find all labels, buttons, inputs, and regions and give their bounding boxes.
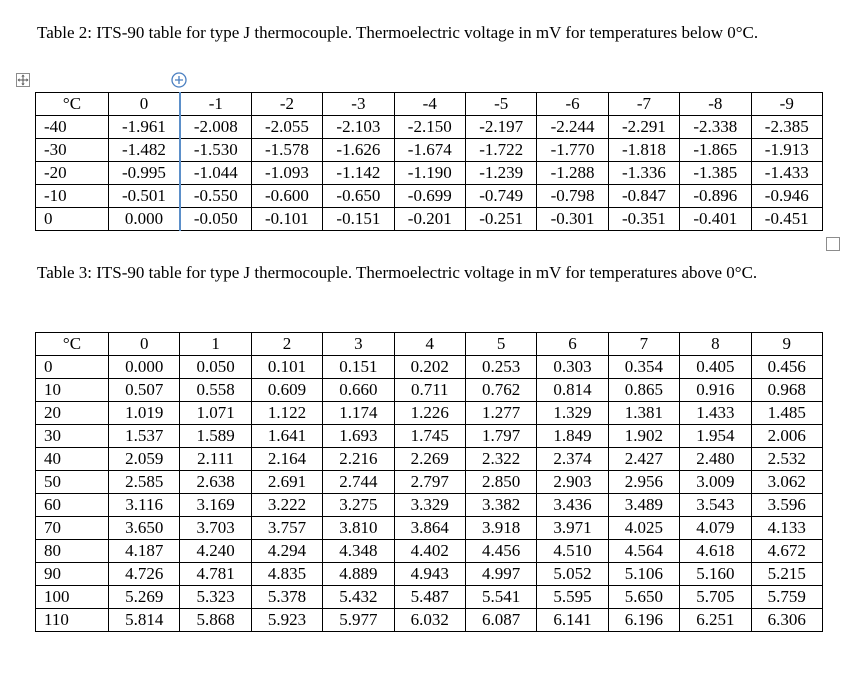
voltage-cell: 5.650 [608, 586, 679, 609]
voltage-cell: 3.596 [751, 494, 822, 517]
voltage-cell: 3.275 [323, 494, 394, 517]
voltage-cell: 5.215 [751, 563, 822, 586]
voltage-cell: 5.595 [537, 586, 608, 609]
voltage-cell: -1.239 [465, 162, 536, 185]
voltage-cell: 1.537 [109, 425, 180, 448]
voltage-cell: 2.269 [394, 448, 465, 471]
voltage-cell: -0.251 [465, 208, 536, 231]
row-temperature-cell: -10 [36, 185, 109, 208]
voltage-cell: -1.093 [251, 162, 322, 185]
table-row [36, 402, 823, 425]
voltage-cell: -1.913 [751, 139, 822, 162]
voltage-cell: -0.201 [394, 208, 465, 231]
voltage-cell: 4.079 [680, 517, 751, 540]
voltage-cell: 1.226 [394, 402, 465, 425]
voltage-cell: -1.770 [537, 139, 608, 162]
table-row [36, 116, 823, 139]
header-cell: 0 [109, 333, 180, 356]
row-temperature-cell: 70 [36, 517, 109, 540]
voltage-cell: 3.382 [465, 494, 536, 517]
voltage-cell: 2.374 [537, 448, 608, 471]
voltage-cell: 3.116 [109, 494, 180, 517]
table-row [36, 379, 823, 402]
voltage-cell: 2.691 [251, 471, 322, 494]
header-cell: -7 [608, 93, 679, 116]
voltage-cell: 0.865 [608, 379, 679, 402]
voltage-cell: 4.618 [680, 540, 751, 563]
voltage-cell: 3.329 [394, 494, 465, 517]
voltage-cell: 1.381 [608, 402, 679, 425]
header-cell: 5 [465, 333, 536, 356]
voltage-cell: 6.141 [537, 609, 608, 632]
voltage-cell: 4.133 [751, 517, 822, 540]
voltage-cell: -2.103 [323, 116, 394, 139]
table-3-above-zero [35, 332, 823, 632]
row-temperature-cell: 10 [36, 379, 109, 402]
voltage-cell: 3.436 [537, 494, 608, 517]
voltage-cell: -2.338 [680, 116, 751, 139]
voltage-cell: 4.564 [608, 540, 679, 563]
voltage-cell: -2.291 [608, 116, 679, 139]
header-cell: 8 [680, 333, 751, 356]
voltage-cell: -1.142 [323, 162, 394, 185]
table-row [36, 162, 823, 185]
voltage-cell: 0.762 [465, 379, 536, 402]
voltage-cell: 1.954 [680, 425, 751, 448]
voltage-cell: 2.480 [680, 448, 751, 471]
voltage-cell: 2.956 [608, 471, 679, 494]
voltage-cell: -0.151 [323, 208, 394, 231]
voltage-cell: 2.585 [109, 471, 180, 494]
row-temperature-cell: 40 [36, 448, 109, 471]
voltage-cell: -0.946 [751, 185, 822, 208]
voltage-cell: 4.943 [394, 563, 465, 586]
header-cell: -1 [180, 93, 251, 116]
voltage-cell: 1.329 [537, 402, 608, 425]
table-row [36, 586, 823, 609]
voltage-cell: 1.849 [537, 425, 608, 448]
voltage-cell: -2.150 [394, 116, 465, 139]
table-2-caption: Table 2: ITS-90 table for type J thermocouple. Thermoelectric voltage in mV for temperatures below 0°C. [37, 23, 759, 42]
voltage-cell: 3.222 [251, 494, 322, 517]
row-temperature-cell: 90 [36, 563, 109, 586]
voltage-cell: 0.151 [323, 356, 394, 379]
voltage-cell: 1.174 [323, 402, 394, 425]
voltage-cell: 6.306 [751, 609, 822, 632]
table-row [36, 356, 823, 379]
voltage-cell: 2.006 [751, 425, 822, 448]
voltage-cell: -0.995 [109, 162, 180, 185]
voltage-cell: -1.865 [680, 139, 751, 162]
voltage-cell: 5.923 [251, 609, 322, 632]
header-cell: 2 [251, 333, 322, 356]
voltage-cell: 4.672 [751, 540, 822, 563]
voltage-cell: 2.850 [465, 471, 536, 494]
voltage-cell: 2.164 [251, 448, 322, 471]
voltage-cell: 2.744 [323, 471, 394, 494]
voltage-cell: 5.052 [537, 563, 608, 586]
voltage-cell: 1.589 [180, 425, 251, 448]
voltage-cell: 6.196 [608, 609, 679, 632]
voltage-cell: 2.797 [394, 471, 465, 494]
header-cell: 0 [109, 93, 180, 116]
voltage-cell: 0.000 [109, 356, 180, 379]
voltage-cell: 4.187 [109, 540, 180, 563]
voltage-cell: 1.641 [251, 425, 322, 448]
voltage-cell: -0.600 [251, 185, 322, 208]
voltage-cell: 1.693 [323, 425, 394, 448]
table-row [36, 185, 823, 208]
voltage-cell: 3.971 [537, 517, 608, 540]
voltage-cell: 5.487 [394, 586, 465, 609]
voltage-cell: 5.977 [323, 609, 394, 632]
voltage-cell: -0.501 [109, 185, 180, 208]
voltage-cell: -1.674 [394, 139, 465, 162]
table-move-icon[interactable] [16, 73, 30, 87]
voltage-cell: 4.240 [180, 540, 251, 563]
voltage-cell: -1.961 [109, 116, 180, 139]
row-temperature-cell: -20 [36, 162, 109, 185]
voltage-cell: 3.489 [608, 494, 679, 517]
table-row [36, 563, 823, 586]
voltage-cell: -0.699 [394, 185, 465, 208]
voltage-cell: 0.660 [323, 379, 394, 402]
header-cell: 9 [751, 333, 822, 356]
voltage-cell: -2.244 [537, 116, 608, 139]
row-temperature-cell: 50 [36, 471, 109, 494]
row-temperature-cell: 100 [36, 586, 109, 609]
voltage-cell: -1.578 [251, 139, 322, 162]
voltage-cell: 5.705 [680, 586, 751, 609]
header-cell: -9 [751, 93, 822, 116]
row-temperature-cell: 60 [36, 494, 109, 517]
voltage-cell: 1.797 [465, 425, 536, 448]
header-cell: 1 [180, 333, 251, 356]
voltage-cell: 0.711 [394, 379, 465, 402]
voltage-cell: -1.482 [109, 139, 180, 162]
voltage-cell: -0.550 [180, 185, 251, 208]
voltage-cell: 4.025 [608, 517, 679, 540]
row-temperature-cell: 0 [36, 356, 109, 379]
header-cell: -3 [323, 93, 394, 116]
voltage-cell: 3.918 [465, 517, 536, 540]
table-2-below-zero [35, 92, 823, 231]
voltage-cell: 2.322 [465, 448, 536, 471]
table-header-row [36, 333, 823, 356]
voltage-cell: -0.101 [251, 208, 322, 231]
voltage-cell: 5.269 [109, 586, 180, 609]
voltage-cell: 4.726 [109, 563, 180, 586]
voltage-cell: 4.510 [537, 540, 608, 563]
voltage-cell: -2.008 [180, 116, 251, 139]
voltage-cell: 3.062 [751, 471, 822, 494]
voltage-cell: 1.122 [251, 402, 322, 425]
voltage-cell: -0.847 [608, 185, 679, 208]
voltage-cell: 1.745 [394, 425, 465, 448]
voltage-cell: 2.903 [537, 471, 608, 494]
voltage-cell: -1.385 [680, 162, 751, 185]
insert-column-plus-icon[interactable] [171, 72, 187, 88]
row-temperature-cell: 30 [36, 425, 109, 448]
table-row [36, 208, 823, 231]
voltage-cell: -0.650 [323, 185, 394, 208]
voltage-cell: 0.456 [751, 356, 822, 379]
table-3-caption: Table 3: ITS-90 table for type J thermocouple. Thermoelectric voltage in mV for temperatures above 0°C. [37, 263, 758, 282]
voltage-cell: 0.916 [680, 379, 751, 402]
voltage-cell: 1.277 [465, 402, 536, 425]
voltage-cell: -1.626 [323, 139, 394, 162]
header-unit-cell: °C [36, 93, 109, 116]
voltage-cell: -0.301 [537, 208, 608, 231]
voltage-cell: 4.348 [323, 540, 394, 563]
header-cell: 6 [537, 333, 608, 356]
voltage-cell: 6.251 [680, 609, 751, 632]
row-temperature-cell: -40 [36, 116, 109, 139]
row-temperature-cell: 80 [36, 540, 109, 563]
voltage-cell: 2.216 [323, 448, 394, 471]
voltage-cell: 3.543 [680, 494, 751, 517]
voltage-cell: 0.101 [251, 356, 322, 379]
header-cell: 3 [323, 333, 394, 356]
voltage-cell: 0.507 [109, 379, 180, 402]
table-row [36, 448, 823, 471]
table-row [36, 471, 823, 494]
voltage-cell: 5.378 [251, 586, 322, 609]
voltage-cell: -2.197 [465, 116, 536, 139]
header-cell: 7 [608, 333, 679, 356]
voltage-cell: 0.253 [465, 356, 536, 379]
voltage-cell: 3.757 [251, 517, 322, 540]
table-row [36, 517, 823, 540]
header-cell: -6 [537, 93, 608, 116]
voltage-cell: 1.433 [680, 402, 751, 425]
voltage-cell: -0.351 [608, 208, 679, 231]
voltage-cell: 3.703 [180, 517, 251, 540]
voltage-cell: 0.968 [751, 379, 822, 402]
voltage-cell: 5.106 [608, 563, 679, 586]
voltage-cell: 5.432 [323, 586, 394, 609]
header-cell: -4 [394, 93, 465, 116]
voltage-cell: 4.402 [394, 540, 465, 563]
voltage-cell: 4.889 [323, 563, 394, 586]
table-resize-handle[interactable] [826, 237, 840, 251]
voltage-cell: 0.202 [394, 356, 465, 379]
voltage-cell: 4.781 [180, 563, 251, 586]
voltage-cell: 0.405 [680, 356, 751, 379]
voltage-cell: -0.050 [180, 208, 251, 231]
voltage-cell: 2.638 [180, 471, 251, 494]
voltage-cell: 3.650 [109, 517, 180, 540]
voltage-cell: -1.818 [608, 139, 679, 162]
header-cell: -5 [465, 93, 536, 116]
voltage-cell: -1.433 [751, 162, 822, 185]
voltage-cell: 4.835 [251, 563, 322, 586]
table-row [36, 609, 823, 632]
row-temperature-cell: 0 [36, 208, 109, 231]
row-temperature-cell: -30 [36, 139, 109, 162]
row-temperature-cell: 20 [36, 402, 109, 425]
voltage-cell: 3.009 [680, 471, 751, 494]
voltage-cell: 2.059 [109, 448, 180, 471]
voltage-cell: -1.530 [180, 139, 251, 162]
voltage-cell: -1.336 [608, 162, 679, 185]
voltage-cell: 0.814 [537, 379, 608, 402]
voltage-cell: 4.294 [251, 540, 322, 563]
voltage-cell: 1.071 [180, 402, 251, 425]
voltage-cell: 3.864 [394, 517, 465, 540]
voltage-cell: -0.798 [537, 185, 608, 208]
header-unit-cell: °C [36, 333, 109, 356]
table-row [36, 494, 823, 517]
voltage-cell: -2.385 [751, 116, 822, 139]
voltage-cell: 5.323 [180, 586, 251, 609]
voltage-cell: 3.810 [323, 517, 394, 540]
table-row [36, 540, 823, 563]
voltage-cell: 6.087 [465, 609, 536, 632]
header-cell: 4 [394, 333, 465, 356]
voltage-cell: 5.541 [465, 586, 536, 609]
row-temperature-cell: 110 [36, 609, 109, 632]
voltage-cell: 2.532 [751, 448, 822, 471]
voltage-cell: 4.997 [465, 563, 536, 586]
table-row [36, 425, 823, 448]
voltage-cell: 0.000 [109, 208, 180, 231]
voltage-cell: -0.401 [680, 208, 751, 231]
voltage-cell: 0.354 [608, 356, 679, 379]
voltage-cell: 5.814 [109, 609, 180, 632]
voltage-cell: 0.558 [180, 379, 251, 402]
voltage-cell: 1.485 [751, 402, 822, 425]
voltage-cell: -1.190 [394, 162, 465, 185]
voltage-cell: -0.749 [465, 185, 536, 208]
header-cell: -2 [251, 93, 322, 116]
voltage-cell: 3.169 [180, 494, 251, 517]
voltage-cell: -1.044 [180, 162, 251, 185]
voltage-cell: 6.032 [394, 609, 465, 632]
voltage-cell: 4.456 [465, 540, 536, 563]
voltage-cell: 5.868 [180, 609, 251, 632]
table-header-row [36, 93, 823, 116]
voltage-cell: 2.111 [180, 448, 251, 471]
voltage-cell: -1.288 [537, 162, 608, 185]
voltage-cell: 5.759 [751, 586, 822, 609]
voltage-cell: -2.055 [251, 116, 322, 139]
voltage-cell: -0.896 [680, 185, 751, 208]
voltage-cell: 1.019 [109, 402, 180, 425]
table-row [36, 139, 823, 162]
voltage-cell: 5.160 [680, 563, 751, 586]
voltage-cell: 0.303 [537, 356, 608, 379]
voltage-cell: 0.050 [180, 356, 251, 379]
header-cell: -8 [680, 93, 751, 116]
voltage-cell: 1.902 [608, 425, 679, 448]
voltage-cell: 0.609 [251, 379, 322, 402]
voltage-cell: -0.451 [751, 208, 822, 231]
voltage-cell: 2.427 [608, 448, 679, 471]
voltage-cell: -1.722 [465, 139, 536, 162]
